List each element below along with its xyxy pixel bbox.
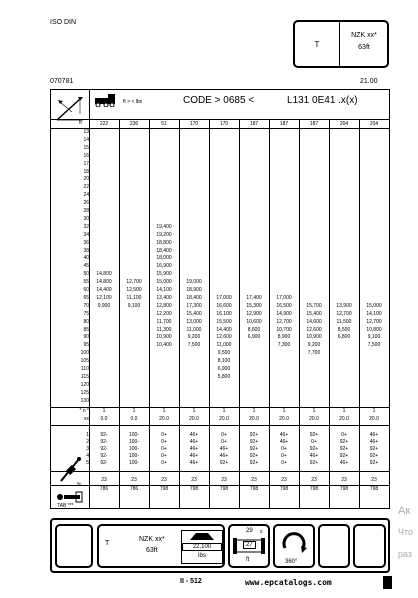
n-row-label: * n *	[79, 407, 89, 414]
load-cell: 9,100	[127, 302, 141, 309]
load-cell: 14,400	[216, 326, 232, 333]
column-divider	[149, 119, 150, 508]
config-cell: 46+	[189, 445, 199, 452]
config-cell: 0+	[341, 431, 347, 438]
load-cell: 15,700	[306, 302, 322, 309]
load-cell: 9,200	[307, 342, 321, 349]
load-cell: 14,100	[156, 287, 172, 293]
row-label-radius: 70	[83, 302, 89, 309]
load-cell: 15,900	[156, 271, 172, 278]
config-cell: 92+	[339, 438, 349, 445]
load-cell: 15,300	[246, 302, 262, 309]
row-label-radius: 15	[83, 144, 89, 151]
span-x: x	[260, 529, 263, 535]
row-label-radius: 18	[83, 168, 89, 175]
row-label-radius: 130	[80, 397, 89, 404]
config-cell: 92+	[369, 459, 379, 466]
load-cell: 19,000	[186, 279, 202, 286]
counterweight-cell: 23	[251, 476, 257, 483]
config-cell: 100-	[128, 431, 139, 438]
load-cell: 12,500	[126, 287, 142, 293]
load-cell: 15,500	[216, 318, 232, 325]
n-cell: 1	[102, 407, 106, 414]
tab-cell: 786	[129, 485, 139, 492]
n-cell: 1	[222, 407, 226, 414]
code-label: CODE > 0685 <	[183, 95, 255, 106]
topbox-nzk-label: NZK xx*	[351, 32, 377, 39]
row-label-radius: 14	[83, 136, 89, 143]
load-cell: 11,100	[126, 294, 142, 301]
load-cell: 18,900	[186, 287, 202, 293]
xx-cell: 20.0	[159, 415, 169, 422]
tab-cell: 798	[369, 485, 379, 492]
config-cell: 46+	[369, 431, 379, 438]
load-cell: 18,000	[156, 255, 172, 262]
n-cell: 1	[342, 407, 346, 414]
config-row-number: 2	[86, 438, 89, 445]
n-cell: 1	[192, 407, 196, 414]
column-header: 170	[189, 121, 199, 127]
bottom-t: T	[105, 540, 110, 547]
bottom-nzk-label: NZK xx*	[139, 536, 165, 543]
ft-unit: ft	[79, 120, 82, 126]
config-cell: 92-	[100, 445, 108, 452]
span-top: 29	[246, 528, 253, 534]
column-divider	[299, 119, 300, 508]
code-model: L131 0E41 .x(x)	[287, 95, 358, 106]
load-cell: 16,900	[156, 263, 172, 270]
tab-cell: 798	[309, 485, 319, 492]
config-cell: 0+	[221, 438, 227, 445]
tab-cell: 798	[249, 485, 259, 492]
row-label-radius: 38	[83, 247, 89, 254]
config-cell: 92+	[249, 431, 259, 438]
section-divider	[51, 471, 389, 472]
column-header: 51	[161, 121, 167, 127]
load-cell: 12,700	[366, 318, 382, 325]
topbox-ft: 63ft	[358, 44, 370, 51]
config-cell: 92-	[100, 452, 108, 459]
config-cell: 46+	[309, 452, 319, 459]
config-cell: 46+	[189, 452, 199, 459]
row-label-radius: 20	[83, 176, 89, 183]
page-tab-marker	[383, 576, 392, 589]
load-cell: 11,000	[186, 326, 202, 333]
bottom-blank-1[interactable]	[55, 524, 93, 568]
counterweight-cell: 23	[101, 476, 107, 483]
n-cell: 1	[252, 407, 256, 414]
load-cell: 11,300	[156, 326, 172, 333]
load-cell: 17,300	[186, 302, 202, 309]
load-cell: 7,300	[277, 342, 291, 349]
load-cell: 12,900	[246, 310, 262, 317]
tab-cell: 798	[189, 485, 199, 492]
watermark-line-3: раз	[398, 549, 413, 559]
config-cell: 92+	[249, 459, 259, 466]
n-cell: 1	[372, 407, 376, 414]
row-label-radius: 125	[80, 389, 89, 396]
load-cell: 6,900	[217, 366, 231, 372]
top-config-box	[293, 20, 389, 68]
row-label-radius: 24	[83, 192, 89, 199]
load-cell: 17,400	[246, 294, 262, 301]
load-chart-table	[50, 89, 390, 509]
span-button[interactable]	[228, 524, 270, 568]
rotation-value: 360°	[285, 559, 298, 565]
column-divider	[269, 119, 270, 508]
config-cell: 92+	[219, 459, 229, 466]
row-label-radius: 22	[83, 184, 89, 191]
load-cell: 19,400	[156, 223, 172, 230]
column-header: 236	[129, 121, 139, 127]
counterweight-top-icon	[182, 531, 222, 541]
config-cell: 100-	[128, 452, 139, 459]
load-cell: 11,700	[156, 318, 172, 325]
section-divider	[51, 425, 389, 426]
xx-cell: 20.0	[279, 415, 289, 422]
load-cell: 17,000	[216, 294, 232, 301]
load-cell: 14,900	[276, 310, 292, 317]
config-cell: 46+	[189, 459, 199, 466]
load-cell: 12,700	[276, 318, 292, 325]
config-cell: 0+	[221, 431, 227, 438]
xx-cell: 20.0	[219, 415, 229, 422]
row-label-radius: 75	[83, 310, 89, 317]
load-cell: 9,200	[187, 334, 201, 341]
config-cell: 46+	[279, 438, 289, 445]
column-header: 204	[339, 121, 349, 127]
crane-icon	[94, 93, 120, 107]
row-label-radius: 65	[83, 294, 89, 301]
config-cell: 100-	[128, 459, 139, 466]
load-cell: 8,100	[217, 358, 231, 365]
row-label-radius: 40	[83, 255, 89, 262]
load-cell: 16,500	[276, 302, 292, 309]
load-cell: 14,800	[96, 279, 112, 286]
row-label-radius: 80	[83, 318, 89, 325]
column-divider	[179, 119, 180, 508]
xx-cell: 20.0	[249, 415, 259, 422]
tab-cell: 786	[99, 485, 109, 492]
header-title: ISO DIN	[50, 19, 77, 26]
load-cell: 7,500	[187, 342, 201, 349]
column-header: 187	[309, 121, 319, 127]
bottom-config-button[interactable]	[97, 524, 225, 568]
xx-cell: 0.0	[100, 415, 108, 422]
column-divider	[209, 119, 210, 508]
load-cell: 13,900	[336, 302, 352, 309]
row-label-radius: 32	[83, 223, 89, 230]
row-label-radius: 110	[81, 366, 89, 372]
section-divider	[51, 485, 389, 486]
config-cell: 46+	[219, 445, 229, 452]
row-label-radius: 28	[83, 208, 89, 214]
row-label-radius: 26	[83, 200, 89, 207]
load-cell: 14,100	[366, 310, 382, 317]
load-cell: 14,600	[306, 318, 322, 325]
config-cell: 92+	[249, 438, 259, 445]
load-cell: 7,500	[367, 342, 381, 349]
config-cell: 46+	[339, 459, 349, 466]
config-cell: 92+	[369, 452, 379, 459]
config-cell: 0+	[161, 438, 167, 445]
column-header: 187	[279, 121, 289, 127]
load-cell: 13,400	[156, 294, 172, 301]
row-label-radius: 100	[80, 350, 89, 357]
n-cell: 1	[162, 407, 166, 414]
counterweight-cell: 23	[221, 476, 227, 483]
load-cell: 6,800	[337, 334, 351, 341]
load-cell: 10,900	[306, 334, 322, 341]
column-header: 204	[369, 121, 379, 127]
config-row-number: 5	[86, 459, 89, 466]
weight-box	[181, 530, 223, 564]
config-cell: 0+	[161, 431, 167, 438]
revision: 21.00	[360, 78, 378, 85]
page-number: II - 512	[180, 578, 202, 585]
load-cell: 15,000	[366, 302, 382, 309]
document-number: 070781	[50, 78, 74, 85]
row-label-radius: 115	[81, 373, 89, 380]
config-cell: 92+	[369, 445, 379, 452]
row-label-radius: 95	[83, 342, 89, 349]
n-cell: 1	[132, 407, 136, 414]
load-cell: 5,800	[217, 373, 231, 380]
config-cell: 100-	[128, 438, 139, 445]
load-cell: 7,700	[307, 350, 321, 357]
bottom-blank-3[interactable]	[353, 524, 386, 568]
config-cell: 92+	[339, 445, 349, 452]
xx-cell: 0.0	[130, 415, 138, 422]
config-cell: 92+	[249, 452, 259, 459]
xx-cell: 20.0	[369, 415, 379, 422]
config-cell: 100-	[128, 445, 139, 452]
span-mid: 27	[243, 541, 256, 549]
load-cell: 15,000	[156, 279, 172, 286]
topbox-nzk	[341, 30, 387, 54]
load-cell: 12,700	[336, 310, 352, 317]
load-cell: 12,600	[306, 326, 322, 333]
config-cell: 92-	[100, 431, 108, 438]
config-cell: 46+	[189, 431, 199, 438]
row-label-radius: 30	[83, 215, 89, 222]
config-cell: 46+	[279, 431, 289, 438]
config-cell: 92-	[100, 438, 108, 445]
tab-cell: 798	[339, 485, 349, 492]
load-cell: 10,600	[246, 318, 262, 325]
config-cell: 0+	[311, 438, 317, 445]
span-unit: ft	[246, 557, 250, 563]
row-label-radius: 85	[83, 326, 89, 333]
bottom-blank-2[interactable]	[318, 524, 350, 568]
config-cell: 0+	[281, 459, 287, 466]
load-cell: 16,100	[216, 310, 232, 317]
column-header: 170	[219, 121, 229, 127]
config-cell: 92+	[309, 459, 319, 466]
tab-cell: 798	[219, 485, 229, 492]
config-cell: 46+	[369, 438, 379, 445]
load-cell: 12,700	[126, 279, 142, 286]
config-row-number: 3	[86, 445, 89, 452]
config-cell: 92+	[309, 445, 319, 452]
config-cell: 0+	[161, 445, 167, 452]
watermark-line-2: Что	[398, 527, 414, 537]
config-cell: 92+	[309, 431, 319, 438]
load-cell: 14,400	[96, 287, 112, 293]
load-cell: 12,100	[96, 294, 112, 301]
row-label-radius: 105	[80, 358, 89, 365]
load-cell: 12,600	[216, 334, 232, 341]
load-cell: 10,400	[156, 342, 172, 349]
load-cell: 11,500	[336, 318, 352, 325]
load-cell: 12,200	[156, 310, 172, 317]
weight-unit: lbs	[198, 553, 206, 559]
counterweight-cell: 23	[371, 476, 377, 483]
counterweight-cell: 23	[311, 476, 317, 483]
config-cell: 0+	[281, 445, 287, 452]
load-cell: 17,000	[276, 294, 292, 301]
load-cell: 10,900	[156, 334, 172, 341]
load-cell: 8,900	[277, 334, 291, 341]
column-divider	[239, 119, 240, 508]
row-label-radius: 60	[83, 287, 89, 293]
config-row-number: 1	[86, 431, 89, 438]
xx-cell: 20.0	[189, 415, 199, 422]
column-header: 187	[249, 121, 259, 127]
row-label-radius: 120	[80, 381, 89, 388]
row-label-radius: 34	[83, 231, 89, 238]
xx-cell: 20.0	[309, 415, 319, 422]
column-divider	[329, 119, 330, 508]
load-cell: 8,600	[247, 326, 261, 333]
load-cell: 10,800	[366, 326, 382, 333]
tab-cell: 798	[159, 485, 169, 492]
ft-lbs-label: ft > < lbs	[123, 99, 143, 105]
load-cell: 16,600	[216, 302, 232, 309]
tab-cell: 798	[279, 485, 289, 492]
load-cell: 9,500	[217, 350, 231, 357]
counterweight-cell: 23	[131, 476, 137, 483]
load-cell: 15,400	[306, 310, 322, 317]
row-label-radius: 45	[83, 263, 89, 270]
bottom-nzk	[139, 534, 165, 556]
counterweight-cell: 23	[281, 476, 287, 483]
config-cell: 46+	[189, 438, 199, 445]
config-cell: 0+	[161, 459, 167, 466]
load-cell: 19,200	[156, 231, 172, 238]
row-label-radius: 13	[83, 129, 89, 135]
topbox-t: T	[295, 22, 340, 66]
bottom-ft: 63ft	[145, 547, 158, 554]
counterweight-icon	[56, 490, 86, 504]
load-cell: 18,400	[186, 294, 202, 301]
config-cell: 0+	[161, 452, 167, 459]
config-cell: 92+	[249, 445, 259, 452]
watermark-line-1: Ак	[398, 505, 411, 517]
load-cell: 10,700	[276, 326, 292, 333]
config-cell: 92-	[100, 459, 108, 466]
row-label-radius: 55	[83, 279, 89, 286]
bottom-config-bar	[50, 518, 390, 573]
config-cell: 0+	[281, 452, 287, 459]
load-cell: 15,400	[186, 310, 202, 317]
rotation-button[interactable]	[273, 524, 315, 568]
row-label-radius: 17	[83, 160, 89, 167]
load-cell: 12,800	[156, 302, 172, 309]
n-cell: 1	[282, 407, 286, 414]
load-cell: 14,800	[96, 271, 112, 278]
column-divider	[359, 119, 360, 508]
load-cell: 13,000	[186, 318, 202, 325]
counterweight-cell: 23	[161, 476, 167, 483]
load-cell: 6,900	[247, 334, 261, 341]
row-label-radius: 50	[83, 271, 89, 278]
load-cell: 9,900	[97, 302, 111, 309]
config-cell: 46+	[219, 452, 229, 459]
xx-cell: 20.0	[339, 415, 349, 422]
config-cell: 92+	[339, 452, 349, 459]
column-divider	[119, 119, 120, 508]
rotation-icon	[275, 528, 313, 558]
row-label-radius: 16	[83, 152, 89, 159]
site-url[interactable]: www.epcatalogs.com	[245, 578, 332, 587]
column-header: 222	[99, 121, 109, 127]
load-cell: 8,500	[337, 326, 351, 333]
load-cell: 11,000	[216, 342, 232, 349]
load-cell: 9,100	[367, 334, 381, 341]
section-divider	[51, 407, 389, 408]
row-label-radius: 90	[83, 334, 89, 341]
tab-label: TAB ***	[57, 503, 74, 509]
load-cell: 18,400	[156, 247, 172, 254]
load-cell: 18,800	[156, 239, 172, 246]
n-cell: 1	[312, 407, 316, 414]
weight-value: 22,100	[182, 543, 222, 551]
percent-label: %	[77, 482, 82, 488]
counterweight-cell: 23	[341, 476, 347, 483]
outrigger-config-icon	[57, 455, 85, 483]
row-label-radius: 36	[83, 239, 89, 246]
counterweight-cell: 23	[191, 476, 197, 483]
xx-row-label: xx	[84, 415, 89, 422]
config-row-number: 4	[86, 452, 89, 459]
